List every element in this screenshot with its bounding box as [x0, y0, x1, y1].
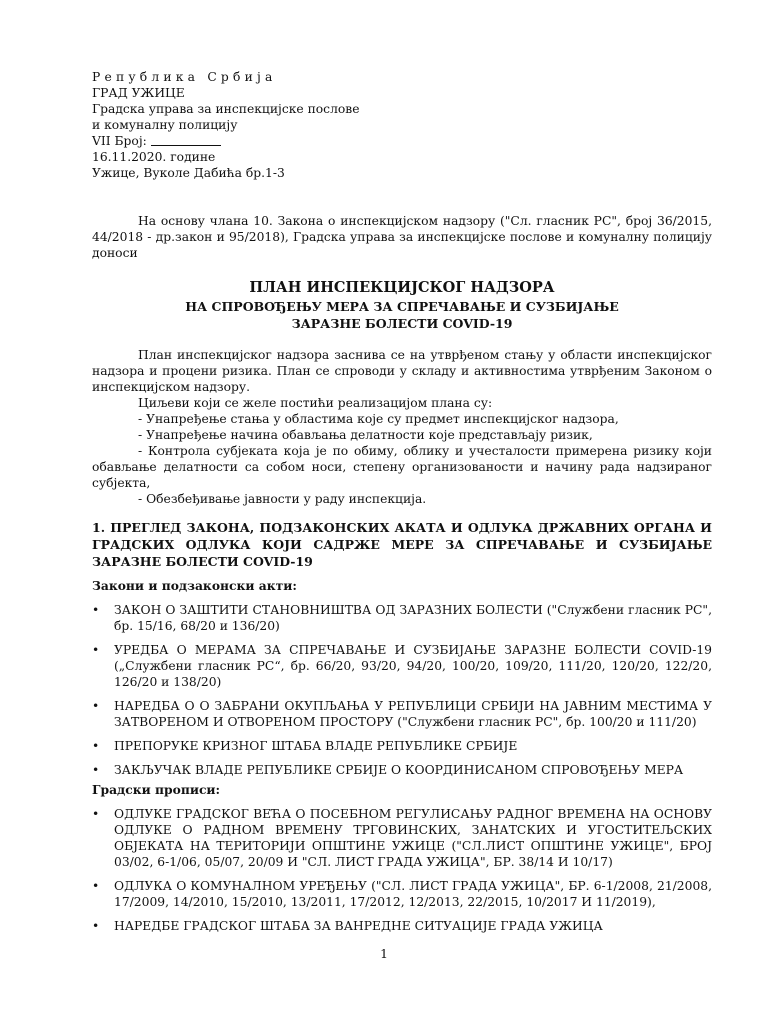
bullet-icon: • [92, 739, 100, 753]
list-item: • НАРЕДБЕ ГРАДСКОГ ШТАБА ЗА ВАНРЕДНЕ СИТУАЦИЈЕ ГРАДА УЖИЦА [92, 919, 603, 933]
list-item: • УРЕДБА О МЕРАМА ЗА СПРЕЧАВАЊЕ И СУЗБИЈАЊЕ ЗАРАЗНЕ БОЛЕСТИ COVID-19 („Службени гласник РС“, бр. 66/20, 93/20, 94/20, 100/20, 109/20, 111/20, 120/20, 122/20, 126/20 и 138/20) [92, 643, 712, 689]
number-label: VII Број: [92, 134, 147, 148]
goal-item: - Унапређење начина обављања делатности које представљају ризик, [138, 428, 593, 442]
department-line-1: Градска управа за инспекцијске послове [92, 102, 360, 116]
laws-section [92, 578, 712, 786]
goal-item: - Обезбеђивање јавности у раду инспекција. [138, 492, 427, 506]
letterhead [92, 69, 492, 181]
title-line-3: ЗАРАЗНЕ БОЛЕСТИ COVID-19 [291, 316, 513, 331]
number-blank [151, 145, 221, 146]
document-title [92, 278, 712, 332]
bullet-icon: • [92, 879, 100, 893]
bullet-icon: • [92, 763, 100, 777]
document-address: Ужице, Вуколе Дабића бр.1-3 [92, 166, 285, 180]
list-item: • ЗАКЉУЧАК ВЛАДЕ РЕПУБЛИКЕ СРБИЈЕ О КООРДИНИСАНОМ СПРОВОЂЕЊУ МЕРА [92, 763, 684, 777]
bullet-icon: • [92, 699, 100, 713]
section-1-heading: 1. ПРЕГЛЕД ЗАКОНА, ПОДЗАКОНСКИХ АКАТА И ОДЛУКА ДРЖАВНИХ ОРГАНА И ГРАДСКИХ ОДЛУКА КОЈИ САДРЖЕ МЕРЕ ЗА СПРЕЧАВАЊЕ И СУЗБИЈАЊЕ ЗАРАЗНЕ БОЛЕСТИ COVID-19 [92, 520, 712, 569]
goal-item: - Контрола субјеката која је по обиму, облику и учесталости примерена ризику који обављање делатности са собом носи, степену организованости и начину рада надзираног субјекта, [92, 444, 712, 490]
list-item: • ОДЛУКА О КОМУНАЛНОМ УРЕЂЕЊУ ("СЛ. ЛИСТ ГРАДА УЖИЦА", БР. 6-1/2008, 21/2008, 17/2009, 14/2010, 15/2010, 13/2011, 17/2012, 12/2013, 22/2015, 10/2017 И 11/2019), [92, 879, 712, 909]
intro-paragraph: На основу члана 10. Закона о инспекцијском надзору ("Сл. гласник РС", број 36/2015, 44/2018 - др.закон и 95/2018), Градска управа за инспекцијске послове и комуналну полицију доноси [92, 214, 712, 260]
title-line-1: ПЛАН ИНСПЕКЦИЈСКОГ НАДЗОРА [249, 279, 555, 296]
city-regulations-section [92, 782, 712, 942]
goals-intro: Циљеви који се желе постићи реализацијом плана су: [138, 396, 493, 410]
republic-name: Република Србија [92, 70, 277, 84]
list-item: • ЗАКОН О ЗАШТИТИ СТАНОВНИШТВА ОД ЗАРАЗНИХ БОЛЕСТИ ("Службени гласник РС", бр. 15/16, 68/20 и 136/20) [92, 603, 712, 633]
page-number: 1 [380, 947, 388, 961]
plan-paragraph: План инспекцијског надзора заснива се на утврђеном стању у области инспекцијског надзора и процени ризика. План се спроводи у складу и активностима утврђеним Законом о инспекцијском надзору. [92, 348, 712, 394]
document-date: 16.11.2020. године [92, 150, 216, 164]
city-regulations-list [92, 806, 712, 934]
goal-item: - Унапређење стања у областима које су предмет инспекцијског надзора, [138, 412, 619, 426]
bullet-icon: • [92, 919, 100, 933]
list-item: • НАРЕДБА О О ЗАБРАНИ ОКУПЉАЊА У РЕПУБЛИЦИ СРБИЈИ НА ЈАВНИМ МЕСТИМА У ЗАТВОРЕНОМ И ОТВОРЕНОМ ПРОСТОРУ ("Службени гласник РС", бр. 100/20 и 111/20) [92, 699, 712, 729]
title-line-2: НА СПРОВОЂЕЊУ МЕРА ЗА СПРЕЧАВАЊЕ И СУЗБИЈАЊЕ [185, 299, 619, 314]
bullet-icon: • [92, 603, 100, 617]
list-item: • ОДЛУКЕ ГРАДСКОГ ВЕЋА О ПОСЕБНОМ РЕГУЛИСАЊУ РАДНОГ ВРЕМЕНА НА ОСНОВУ ОДЛУКЕ О РАДНОМ ВРЕМЕНУ ТРГОВИНСКИХ, ЗАНАТСКИХ И УГОСТИТЕЉСКИХ ОБЈЕКАТА НА ТЕРИТОРИЈИ ОПШТИНЕ УЖИЦЕ ("СЛ.ЛИСТ ОПШТИНЕ УЖИЦЕ", БРОЈ 03/02, 6-1/06, 05/07, 20/09 И "СЛ. ЛИСТ ГРАДА УЖИЦА", БР. 38/14 И 10/17) [92, 807, 712, 869]
document-number [92, 133, 492, 149]
department-line-2: и комуналну полицију [92, 118, 238, 132]
city-name: ГРАД УЖИЦЕ [92, 86, 185, 100]
list-item: • ПРЕПОРУКЕ КРИЗНОГ ШТАБА ВЛАДЕ РЕПУБЛИКЕ СРБИЈЕ [92, 739, 518, 753]
laws-list [92, 602, 712, 778]
laws-heading: Закони и подзаконски акти: [92, 578, 297, 593]
bullet-icon: • [92, 807, 100, 821]
bullet-icon: • [92, 643, 100, 657]
city-regulations-heading: Градски прописи: [92, 782, 221, 797]
plan-body [92, 347, 712, 507]
